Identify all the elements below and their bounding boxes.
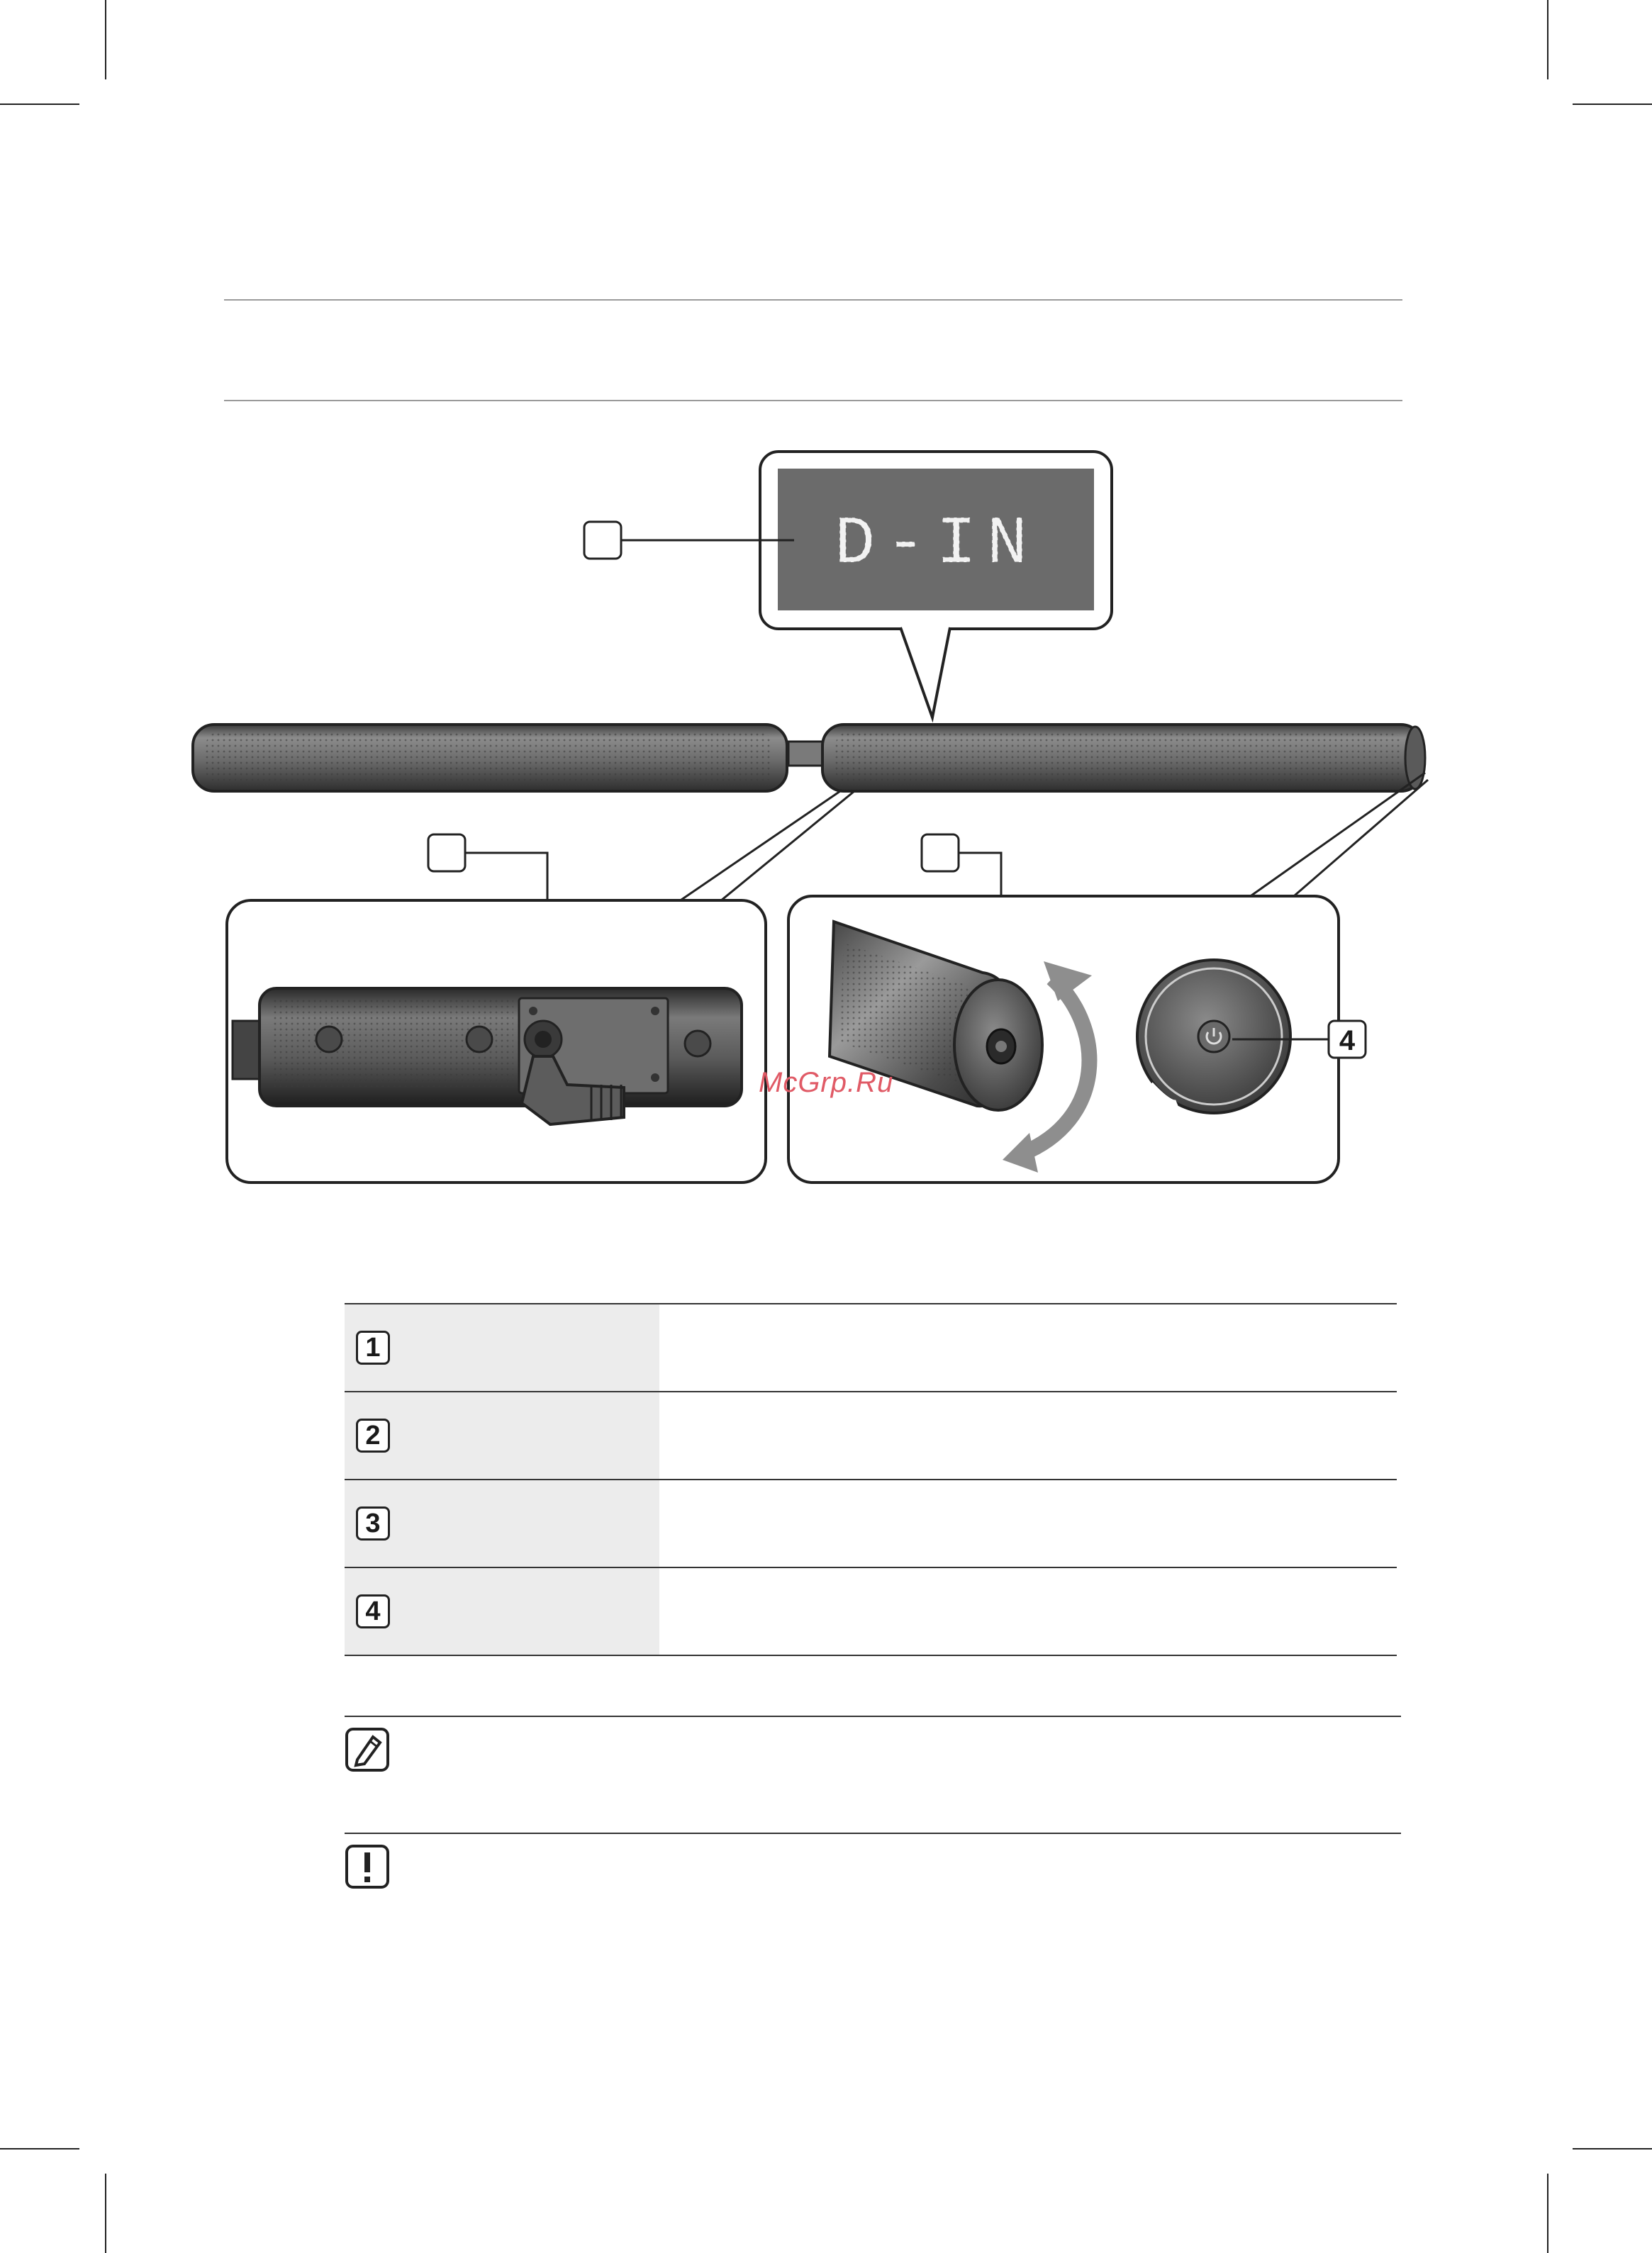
detail-panel-rear: [227, 900, 766, 1183]
crop-mark-bottom-left-vertical: [105, 2174, 106, 2253]
table-row: [345, 1392, 1397, 1480]
row-description: [659, 1480, 1397, 1567]
row-number-badge: 1: [356, 1331, 390, 1365]
row-description: [659, 1304, 1397, 1391]
detail-panel-side: [788, 896, 1339, 1183]
crop-mark-bottom-left-horizontal: [0, 2148, 79, 2149]
note-block: [345, 1716, 1401, 1816]
note-pencil-icon: [345, 1727, 390, 1772]
caution-block: [345, 1833, 1401, 1919]
caution-exclamation-icon: [345, 1844, 390, 1889]
watermark: McGrp.Ru: [759, 1067, 894, 1098]
table-row: [345, 1568, 1397, 1656]
crop-mark-bottom-right-vertical: [1547, 2174, 1548, 2253]
table-row: [345, 1480, 1397, 1568]
parts-table: [345, 1303, 1397, 1656]
table-row: [345, 1304, 1397, 1392]
row-number-badge: 2: [356, 1419, 390, 1453]
callout-badge-3: [922, 834, 959, 871]
callout-badge-2: [428, 834, 465, 871]
crop-mark-bottom-right-horizontal: [1573, 2148, 1652, 2149]
left-speaker-bar: [193, 725, 787, 791]
row-number-badge: 3: [356, 1506, 390, 1541]
display-text: D-IN: [834, 505, 1038, 583]
row-description: [659, 1568, 1397, 1655]
row-number-badge: 4: [356, 1594, 390, 1628]
right-speaker-bar: [822, 725, 1425, 791]
bar-connector: [788, 742, 824, 766]
callout-4-label: 4: [1339, 1025, 1356, 1056]
callout-badge-1: [584, 522, 621, 559]
display-callout: [760, 452, 1112, 717]
row-description: [659, 1392, 1397, 1479]
